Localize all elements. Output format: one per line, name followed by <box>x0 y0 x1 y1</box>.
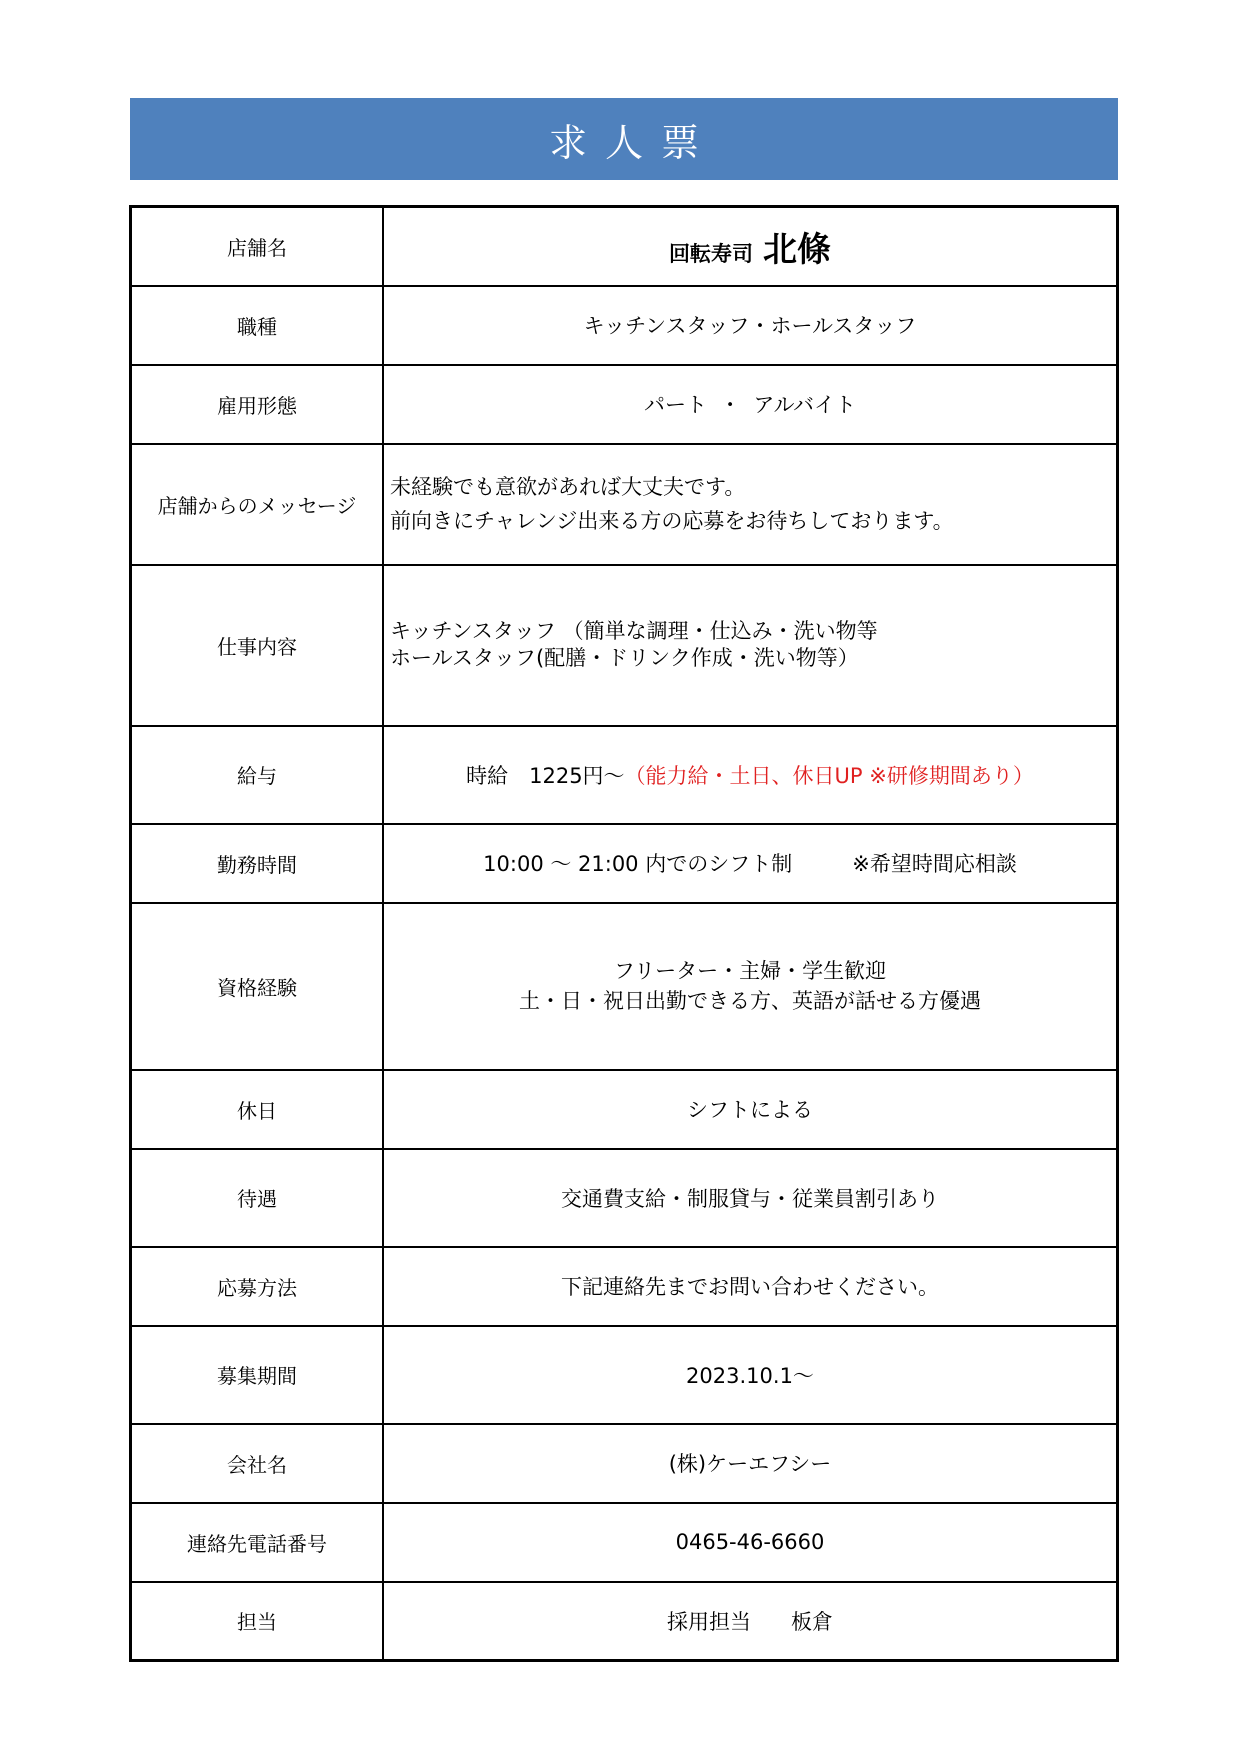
company-value: (株)ケーエフシー <box>383 1424 1118 1503</box>
table-row <box>131 726 1118 824</box>
period-label: 募集期間 <box>131 1326 384 1424</box>
salary-value <box>383 726 1118 824</box>
shop-name-label: 店舗名 <box>131 207 384 286</box>
salary-note: （能力給・土日、休日UP ※研修期間あり） <box>624 763 1034 788</box>
table-row <box>131 365 1118 444</box>
table-row <box>131 824 1118 903</box>
table-row <box>131 565 1118 726</box>
page-title: 求人票 <box>130 98 1118 180</box>
message-label: 店舗からのメッセージ <box>131 444 384 565</box>
table-row <box>131 1503 1118 1582</box>
table-row <box>131 1582 1118 1661</box>
benefits-value: 交通費支給・制服貸与・従業員割引あり <box>383 1149 1118 1247</box>
contact-value <box>383 1582 1118 1661</box>
message-line-1: 未経験でも意欲があれば大丈夫です。 <box>390 475 746 499</box>
phone-value: 0465-46-6660 <box>383 1503 1118 1582</box>
qualification-value <box>383 903 1118 1070</box>
company-label: 会社名 <box>131 1424 384 1503</box>
table-row <box>131 903 1118 1070</box>
table-row <box>131 1247 1118 1326</box>
contact-name: 板倉 <box>791 1609 833 1634</box>
phone-label: 連絡先電話番号 <box>131 1503 384 1582</box>
holiday-label: 休日 <box>131 1070 384 1149</box>
employment-label: 雇用形態 <box>131 365 384 444</box>
job-type-value: キッチンスタッフ・ホールスタッフ <box>383 286 1118 365</box>
salary-amount: 時給 1225円～ <box>466 763 625 788</box>
shop-name-main: 北條 <box>763 229 831 270</box>
benefits-label: 待遇 <box>131 1149 384 1247</box>
message-value <box>383 444 1118 565</box>
work-line-1: キッチンスタッフ （簡単な調理・仕込み・洗い物等 <box>390 619 878 643</box>
salary-label: 給与 <box>131 726 384 824</box>
qualification-line-1: フリーター・主婦・学生歓迎 <box>613 959 887 983</box>
table-row <box>131 1070 1118 1149</box>
contact-role: 採用担当 <box>667 1609 751 1634</box>
qualification-line-2: 土・日・祝日出勤できる方、英語が話せる方優遇 <box>519 989 981 1013</box>
work-value <box>383 565 1118 726</box>
apply-label: 応募方法 <box>131 1247 384 1326</box>
job-type-label: 職種 <box>131 286 384 365</box>
hours-note: ※希望時間応相談 <box>852 852 1017 876</box>
employment-value: パート ・ アルバイト <box>383 365 1118 444</box>
qualification-label: 資格経験 <box>131 903 384 1070</box>
message-line-2: 前向きにチャレンジ出来る方の応募をお待ちしております。 <box>390 509 954 533</box>
work-line-2: ホールスタッフ(配膳・ドリンク作成・洗い物等） <box>390 646 859 670</box>
shop-name-prefix: 回転寿司 <box>669 241 753 266</box>
hours-value <box>383 824 1118 903</box>
work-label: 仕事内容 <box>131 565 384 726</box>
holiday-value: シフトによる <box>383 1070 1118 1149</box>
period-value: 2023.10.1～ <box>383 1326 1118 1424</box>
table-row <box>131 1326 1118 1424</box>
hours-range: 10:00 ～ 21:00 内でのシフト制 <box>483 852 793 876</box>
shop-name-value <box>383 207 1118 286</box>
table-row <box>131 286 1118 365</box>
job-posting-table <box>129 205 1119 1662</box>
table-row <box>131 1149 1118 1247</box>
contact-label: 担当 <box>131 1582 384 1661</box>
apply-value: 下記連絡先までお問い合わせください。 <box>383 1247 1118 1326</box>
table-row <box>131 207 1118 286</box>
hours-label: 勤務時間 <box>131 824 384 903</box>
table-row <box>131 1424 1118 1503</box>
table-row <box>131 444 1118 565</box>
